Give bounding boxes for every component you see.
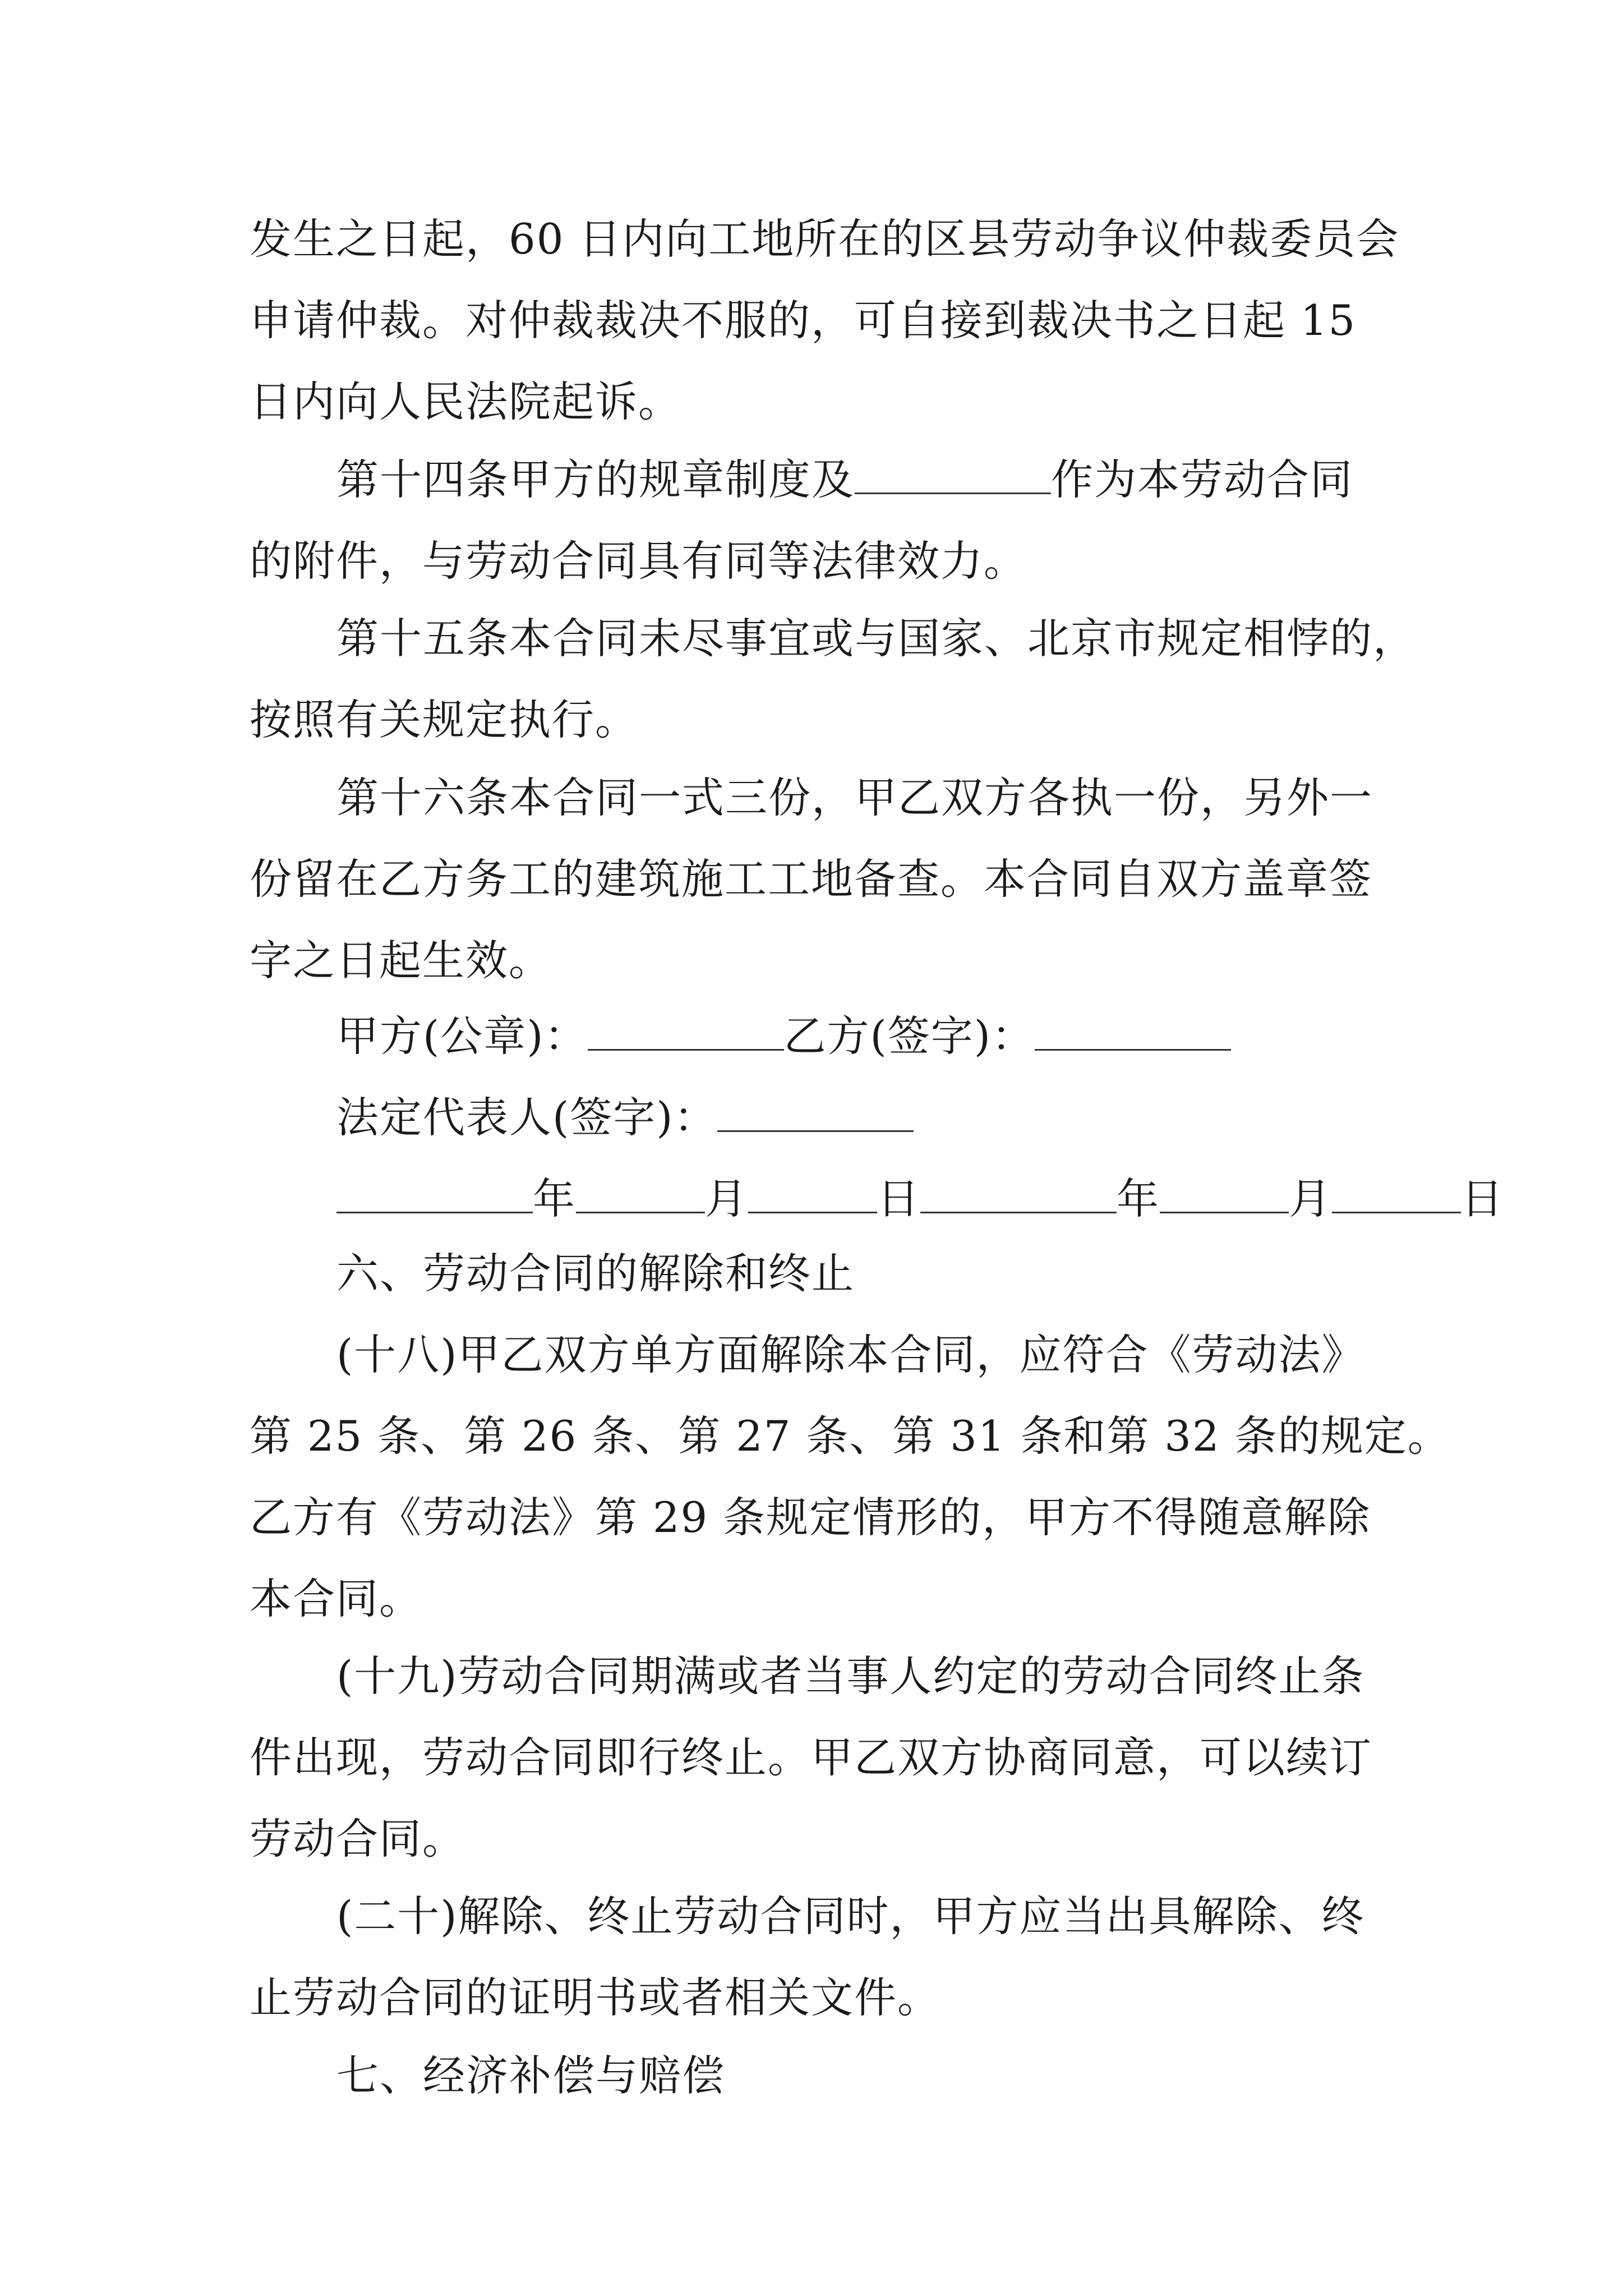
party-b-label: 乙方(签字)：	[783, 1011, 1035, 1061]
article-14-text: 第十四条甲方的规章制度及	[336, 455, 855, 504]
article-16-line: 第十六条本合同一式三份，甲乙双方各执一份，另外一	[336, 773, 1373, 822]
year-label: 年	[1117, 1174, 1160, 1223]
section-heading: 六、劳动合同的解除和终止	[336, 1249, 855, 1298]
year-blank[interactable]	[920, 1174, 1117, 1213]
article-14-line: 的附件，与劳动合同具有同等法律效力。	[250, 536, 1027, 586]
item-19-line: 劳动合同。	[250, 1814, 466, 1864]
date-line	[336, 1171, 1505, 1227]
paragraph-line: 日内向人民法院起诉。	[250, 377, 682, 426]
day-blank[interactable]	[748, 1174, 877, 1213]
day-blank[interactable]	[1332, 1174, 1461, 1213]
year-label: 年	[533, 1174, 577, 1223]
month-label: 月	[1289, 1174, 1332, 1223]
legal-rep-blank[interactable]	[717, 1092, 914, 1132]
item-20-line: 止劳动合同的证明书或者相关文件。	[250, 1973, 941, 2022]
article-14-line	[336, 452, 1481, 508]
item-20-line: (二十)解除、终止劳动合同时，甲方应当出具解除、终	[336, 1892, 1365, 1941]
item-19-line: (十九)劳动合同期满或者当事人约定的劳动合同终止条	[336, 1651, 1365, 1701]
day-label: 日	[1461, 1174, 1505, 1223]
legal-rep-label: 法定代表人(签字)：	[336, 1093, 717, 1142]
day-label: 日	[877, 1174, 921, 1223]
item-18-line: 本合同。	[250, 1574, 423, 1623]
article-16-line: 份留在乙方务工的建筑施工工地备查。本合同自双方盖章签	[250, 854, 1373, 904]
item-19-line: 件出现，劳动合同即行终止。甲乙双方协商同意，可以续订	[250, 1733, 1373, 1782]
year-blank[interactable]	[336, 1174, 533, 1213]
item-18-line: 乙方有《劳动法》第 29 条规定情形的，甲方不得随意解除	[250, 1493, 1371, 1542]
month-blank[interactable]	[1160, 1174, 1289, 1213]
month-label: 月	[705, 1174, 749, 1223]
party-b-blank[interactable]	[1035, 1011, 1231, 1051]
fill-in-blank[interactable]	[855, 454, 1051, 494]
party-a-label: 甲方(公章)：	[336, 1011, 588, 1061]
article-15-line: 第十五条本合同未尽事宜或与国家、北京市规定相悖的，	[336, 614, 1417, 663]
party-a-blank[interactable]	[588, 1011, 784, 1051]
month-blank[interactable]	[576, 1174, 705, 1213]
item-18-line: 第 25 条、第 26 条、第 27 条、第 31 条和第 32 条的规定。	[250, 1411, 1451, 1461]
article-14-text: 作为本劳动合同	[1051, 455, 1354, 504]
paragraph-line: 发生之日起，60 日内向工地所在的区县劳动争议仲裁委员会	[250, 214, 1400, 264]
signature-line	[336, 1008, 1481, 1064]
article-15-line: 按照有关规定执行。	[250, 695, 639, 744]
section-heading: 七、经济补偿与赔偿	[336, 2051, 726, 2100]
item-18-line: (十八)甲乙双方单方面解除本合同，应符合《劳动法》	[336, 1330, 1365, 1379]
paragraph-line: 申请仲裁。对仲裁裁决不服的，可自接到裁决书之日起 15	[250, 296, 1357, 345]
legal-rep-line	[336, 1089, 1481, 1145]
article-16-line: 字之日起生效。	[250, 936, 552, 985]
